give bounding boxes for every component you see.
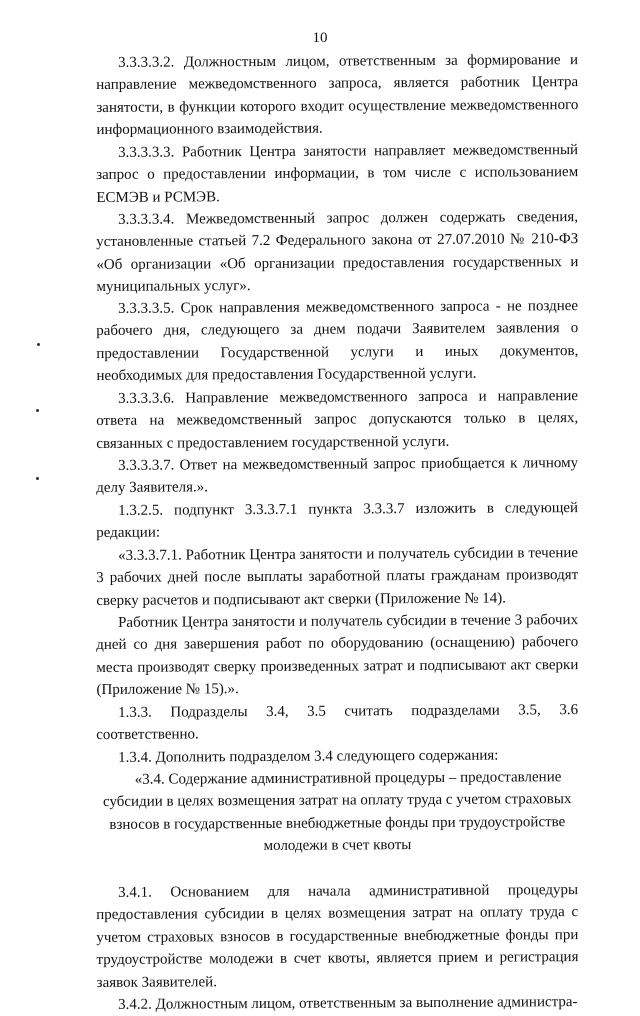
paragraph-3-3-3-3-5: 3.3.3.3.5. Срок направления межведомственного запроса - не позднее рабочего дня, следующего за днем подачи Заявителем заявления о предоставлении Государственной услуги и иных документов, необходимых для предоставления Государственной услуги. [96,298,579,385]
section-heading-3-4: «3.4. Содержание административной процедуры – предоставление субсидии в целях возмещения затрат на оплату труда с учетом страховых взносов в государственные внебюджетные фонды при трудоустройстве молодежи в счет квоты [102,769,572,855]
document-body [96,52,578,1016]
margin-mark [37,343,40,346]
paragraph-3-3-3-3-3: 3.3.3.3.3. Работник Центра занятости направляет межведомственный запрос о предоставлении информации, в том числе с использованием ЕСМЭВ и РСМЭВ. [96,141,579,206]
paragraph-act-reconciliation: Работник Центра занятости и получатель субсидии в течение 3 рабочих дней со дня завершения работ по оборудованию (оснащению) рабочего места производят сверку произведенных затрат и подписывают акт сверки (Приложение № 15).». [96,612,579,699]
paragraph-1-3-2-5: 1.3.2.5. подпункт 3.3.3.7.1 пункта 3.3.3.7 изложить в следующей редакции: [96,500,579,542]
paragraph-3-4-2: 3.4.2. Должностным лицом, ответственным за выполнение администра- [118,993,578,1013]
section-spacer [96,859,578,882]
margin-mark [36,477,39,480]
paragraph-3-4-1: 3.4.1. Основанием для начала административной процедуры предоставления субсидии в целях возмещения затрат на оплату труда с учетом страховых взносов в государственные внебюджетные фонды при трудоустройстве молодежи в счет квоты, является прием и регистрация заявок Заявителей. [96,881,579,991]
page-number: 10 [312,30,328,46]
paragraph-3-3-3-3-6: 3.3.3.3.6. Направление межведомственного запроса и направление ответа на межведомственный запрос допускаются только в целях, связанных с предоставлением государственной услуги. [96,388,579,452]
paragraph-3-3-3-3-7: 3.3.3.3.7. Ответ на межведомственный запрос приобщается к личному делу Заявителя.». [96,455,579,497]
paragraph-3-3-3-3-4: 3.3.3.3.4. Межведомственный запрос должен содержать сведения, установленные статьей 7.2 Федерального закона от 27.07.2010 № 210-ФЗ «Об организации «Об организации предоставления государственных и муниципальных услуг». [96,208,579,296]
paragraph-1-3-4: 1.3.4. Дополнить подразделом 3.4 следующего содержания: [118,747,499,766]
paragraph-1-3-3: 1.3.3. Подразделы 3.4, 3.5 считать подразделами 3.5, 3.6 соответственно. [96,701,579,744]
paragraph-3-3-3-7-1: «3.3.3.7.1. Работник Центра занятости и получатель субсидии в течение 3 рабочих дней после выплаты заработной платы гражданам производят сверку расчетов и подписывают акт сверки (Приложение № 14). [96,544,579,609]
margin-mark [36,409,39,412]
paragraph-3-3-3-3-2: 3.3.3.3.2. Должностным лицом, ответственным за формирование и направление межведомственного запроса, является работник Центра занятости, в функции которого входит осуществление межведомственного информационного взаимодействия. [96,52,579,139]
